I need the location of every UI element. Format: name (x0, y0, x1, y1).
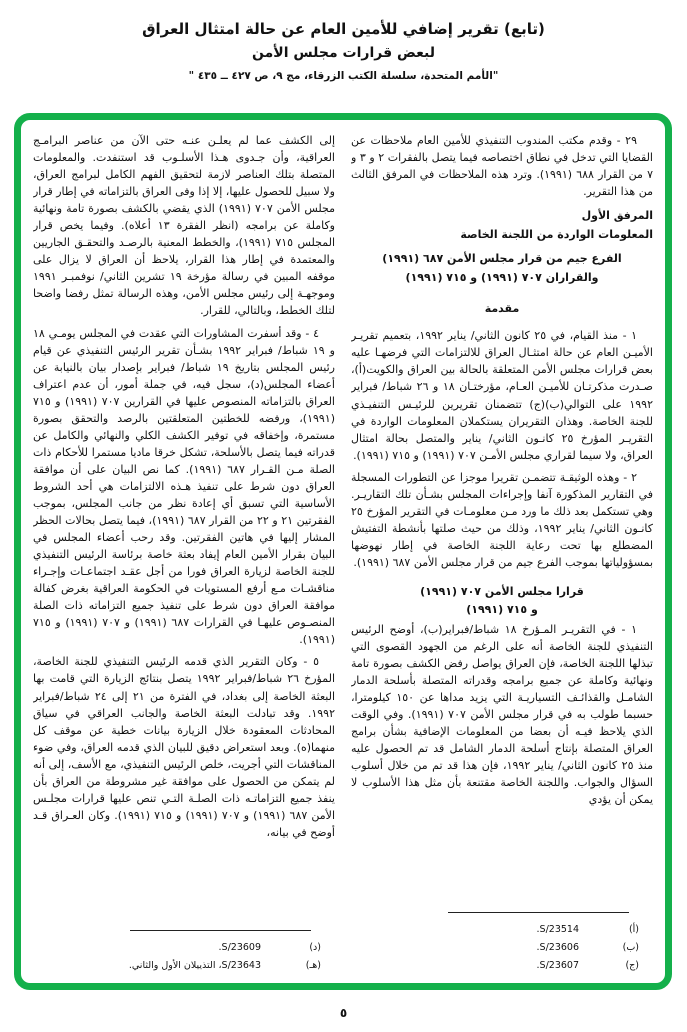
footnote-item (33, 939, 335, 957)
section-heading-line2: والقراران ٧٠٧ (١٩٩١) و ٧١٥ (١٩٩١) (405, 270, 599, 284)
paragraph-29: ٢٩ - وقدم مكتب المندوب التنفيذي للأمين العام ملاحظات عن القضايا التي تدخل في نطاق اختصاصه فيما يتصل بالفقرات ٢ و ٣ و ٧ من القرار ٦٨٨ (١٩٩١). وترد هذه الملاحظات في المرفق الثالث من هذا التقرير. (351, 134, 653, 199)
document-title-line2: لبعض قرارات مجلس الأمن (252, 45, 435, 62)
footnote-item (351, 921, 653, 939)
document-header (0, 0, 687, 82)
footnote-text: S/23607. (536, 959, 579, 971)
footnote-marker: (أ) (628, 923, 639, 935)
footnote-marker: (هـ) (305, 959, 321, 971)
document-source-citation: "الأمم المتحدة، سلسلة الكتب الزرقاء، مج ٩، ص ٤٢٧ ــ ٤٣٥ " (188, 69, 499, 82)
footnote-item (33, 957, 335, 975)
footnotes-right-column (351, 906, 653, 975)
paragraph-continuation: إلى الكشف عما لم يعلـن عنـه حتى الآن من عناصر البرامـج العراقية، وأن جـدوى هـذا الأسلـوب قد استنفدت. والمعلومات المتصلة بتلك العناصر لازمة لتحقيق الفهم الكامل لبرامج العراق، ولا سبيل للحصول عليها، إلا إذا وفى العراق بالتزاماته في إطار قرار مجلس الأمن ٧٠٧ (١٩٩١) الذي يقضي بالكشف بصورة تامة ونهائية وكاملة عن برامجه (انظر الفقرة ١٣ أعلاه). وفيما يخص قرار المجلس ٧١٥ (١٩٩١)، والخطط المعنية بالرصـد والتحقـق الجاريين والمعتمدة في إطار هذا القرار، يلاحظ أن العراق لا يزال على موقفه المبين في رسالة مؤرخة ١٩ تشرين الثاني/ نوفمبـر ١٩٩١ وموجهـة إلى رئيس مجلس الأمن، وهذه الرسالة تمثل رفضا واضحا لتلك الخطط، وبالتالي، للقرار. (33, 134, 335, 318)
footnotes-left-column (33, 924, 335, 975)
resolutions-heading-line1: قرارا مجلس الأمن ٧٠٧ (١٩٩١) (420, 584, 584, 598)
content-border-box (14, 113, 672, 990)
document-title-line1: (تابع) تقرير إضافي للأمين العام عن حالة امتثال العراق (142, 20, 545, 38)
column-left (33, 132, 335, 975)
annex-heading-line2: المعلومات الواردة من اللجنة الخاصة (460, 228, 653, 242)
section-heading-line1: الفرع جيم من قرار مجلس الأمن ٦٨٧ (١٩٩١) (382, 252, 622, 266)
paragraph-5: ٥ - وكان التقرير الذي قدمه الرئيس التنفيذي للجنة الخاصة، المؤرخ ٢٦ شباط/فبراير ١٩٩٢ يتصل بنتائج الزيارة التي قامت بها البعثة الخاصة إلى بغداد، في الفترة من ٢١ إلى ٢٤ شباط/فبراير ١٩٩٢. وقد تبادلت البعثة الخاصة والجانب العراقي في سياق المحادثات المعقودة خلال الزيارة بيانات خطية عن موقف كل منهما(ه). وبعد استعراض دقيق للبيان الذي قدمه العراق، وفي ضوء المناقشات التي أجريت، خلص الرئيس التنفيذي، مع الأسف، إلى أنه لم يتمكن من الحصول على موافقة غير مشروطة من العراق بأن ينفذ جميع التزاماتـه ذات الصلـة التـي تنص عليها قرارات مجلـس الأمن ٦٨٧ (١٩٩١) و ٧٠٧ (١٩٩١) و ٧١٥ (١٩٩١). وكان العـراق قـد أوضح في بيانه، (33, 655, 335, 839)
annex-heading-line1: المرفق الأول (581, 209, 653, 223)
footnote-text: S/23609. (218, 941, 261, 953)
paragraph-4: ٤ - وقد أسفرت المشاورات التي عقدت في المجلس يومـي ١٨ و ١٩ شباط/ فبراير ١٩٩٢ بشـأن تقرير الرئيس التنفيذي عن قيام رئيس المجلس بتاريخ ١٩ شباط/ فبراير بإصدار بيان بالنيابة عن أعضاء المجلس(د)، سجل فيه، في جملة أمور، أن عدم اعتراف العراق بالتزاماته المنصوص عليها في القرارين ٧٠٧ (١٩٩١) و ٧١٥ (١٩٩١)، ورفضه للخطتين المتعلقتين بالرصد والتحقق بصورة مستمرة، وإخفاقه في توفير الكشف الكلي والنهائي والكامل عن قدراته فيما يتصل بالأسلحة، تشكل خرقا ماديا مستمرا للأحكام ذات الصلة مـن القـرار ٦٨٧ (١٩٩١). كما نص البيان على أن موافقة العراق دون شرط على تنفيذ هـذه الالتزامات هي أحد الشروط الأساسية التي تسبق أي إعادة نظر من جانب المجلس، بموجب الفقرتين ٢١ و ٢٢ من القرار ٦٨٧ (١٩٩١)، فيما يتصل بحالات الحظر المشار إليها في هاتين الفقرتين. وقد رحب أعضاء المجلس في البيان بقرار الأمين العام إيفاد بعثة خاصة برئاسة الرئيس التنفيذي للجنة الخاصة لزيارة العراق فورا من أجل عقـد اجتماعـات وإجـراء مناقشـات مـع أرفع المستويات في الحكومة العراقية بغرض كفالة موافقة العراق دون شرط على تنفيذ جميع التزاماته ذات الصلة المنصـوص عليهـا في القرارات ٦٨٧ (١٩٩١) و ٧٠٧ (١٩٩١) و ٧١٥ (١٩٩١). (33, 326, 335, 647)
resolutions-heading-line2: و ٧١٥ (١٩٩١) (466, 603, 538, 617)
footnote-text: S/23514. (536, 923, 579, 935)
footnote-marker: (ج) (625, 959, 639, 971)
two-column-layout (33, 132, 653, 975)
footnote-text: S/23643، التذييلان الأول والثاني. (128, 959, 261, 971)
footnote-text: S/23606. (536, 941, 579, 953)
paragraph-2: ٢ - وهذه الوثيقـة تتضمـن تقريرا موجزا عن التطورات المسجلة في التقارير المذكورة آنفا وإجراءات المجلس بشـأن تلك التقاريـر. وهي تستكمل بعد ذلك ما ورد مـن معلومـات في التقرير المؤرخ ٢٥ كانـون الثاني/ يناير ١٩٩٢، وذلك من حيث صلتها بأنشطة التفتيش المضطلع بها تحت رعاية اللجنة الخاصة في إطار نهوضها بمسؤولياتها بموجب الفرع جيم من قرار مجلس الأمن ٦٨٧ (١٩٩١). (351, 470, 653, 569)
paragraph-3: ١ - في التقريـر المـؤرخ ١٨ شباط/فبراير(ب)، أوضح الرئيس التنفيذي للجنة الخاصة أنه على الرغم من الجهود القصوى التي تبذلها اللجنة الخاصة، فإن العراق يواصل رفض الكشف بصورة تامة ونهائية وكاملة عن جميع برامجه وقدراته المتصلة بأسلحة الدمار الشامـل والقذائـف التسياريـة التي يزيد مداها عن ١٥٠ كيلومترا، حسبما طولب به في قرار مجلس الأمن ٧٠٧ (١٩٩١). وفي الوقت الذي يلاحظ فيـه أن بعضا من المعلومات الإضافية بشأن برامج العراق المتصلة بإنتاج أسلحة الدمار الشامل قد تم الحصول عليه منذ ٢٥ كانون الثاني/ يناير ١٩٩٢، فإن هذا قد تم من خلال أسلوب السؤال والجواب. واللجنة الخاصة مقتنعة بأن مثل هذا الأسلوب لا يمكن أن يؤدي (351, 622, 653, 807)
footnote-item (351, 957, 653, 975)
introduction-heading: مقدمة (484, 302, 520, 316)
footnote-marker: (د) (309, 941, 321, 953)
footnote-divider (130, 930, 311, 931)
page-number: ٥ (339, 1006, 348, 1020)
column-right (351, 132, 653, 975)
footnote-divider (448, 912, 629, 913)
paragraph-1: ١ - منذ القيام، في ٢٥ كانون الثاني/ يناير ١٩٩٢، بتعميم تقريـر الأميـن العام عن حالة امتثـال العراق للالتزامات التي فرضهـا عليه بعض قرارات مجلس الأمن المتعلقة بالحالة بين العراق والكويت(أ)، صـدرت مذكرتـان للأميـن العـام، مؤرختـان ١٨ و ٢٦ شباط/ فبراير ١٩٩٢ على التوالي(ب)(ج) تتضمنان تقريرين للرئيـس التنفيـذي للجنة الخاصة. وهذان التقريران يستكملان المعلومات الواردة في التقريـر المؤرخ ٢٥ كانـون الثاني/ يناير والمتصل بحالة امتثال العراق، ولا سيما لقراري مجلس الأمـن ٧٠٧ (١٩٩١) و ٧١٥ (١٩٩١). (351, 329, 653, 462)
footnote-marker: (ب) (622, 941, 639, 953)
footnote-item (351, 939, 653, 957)
